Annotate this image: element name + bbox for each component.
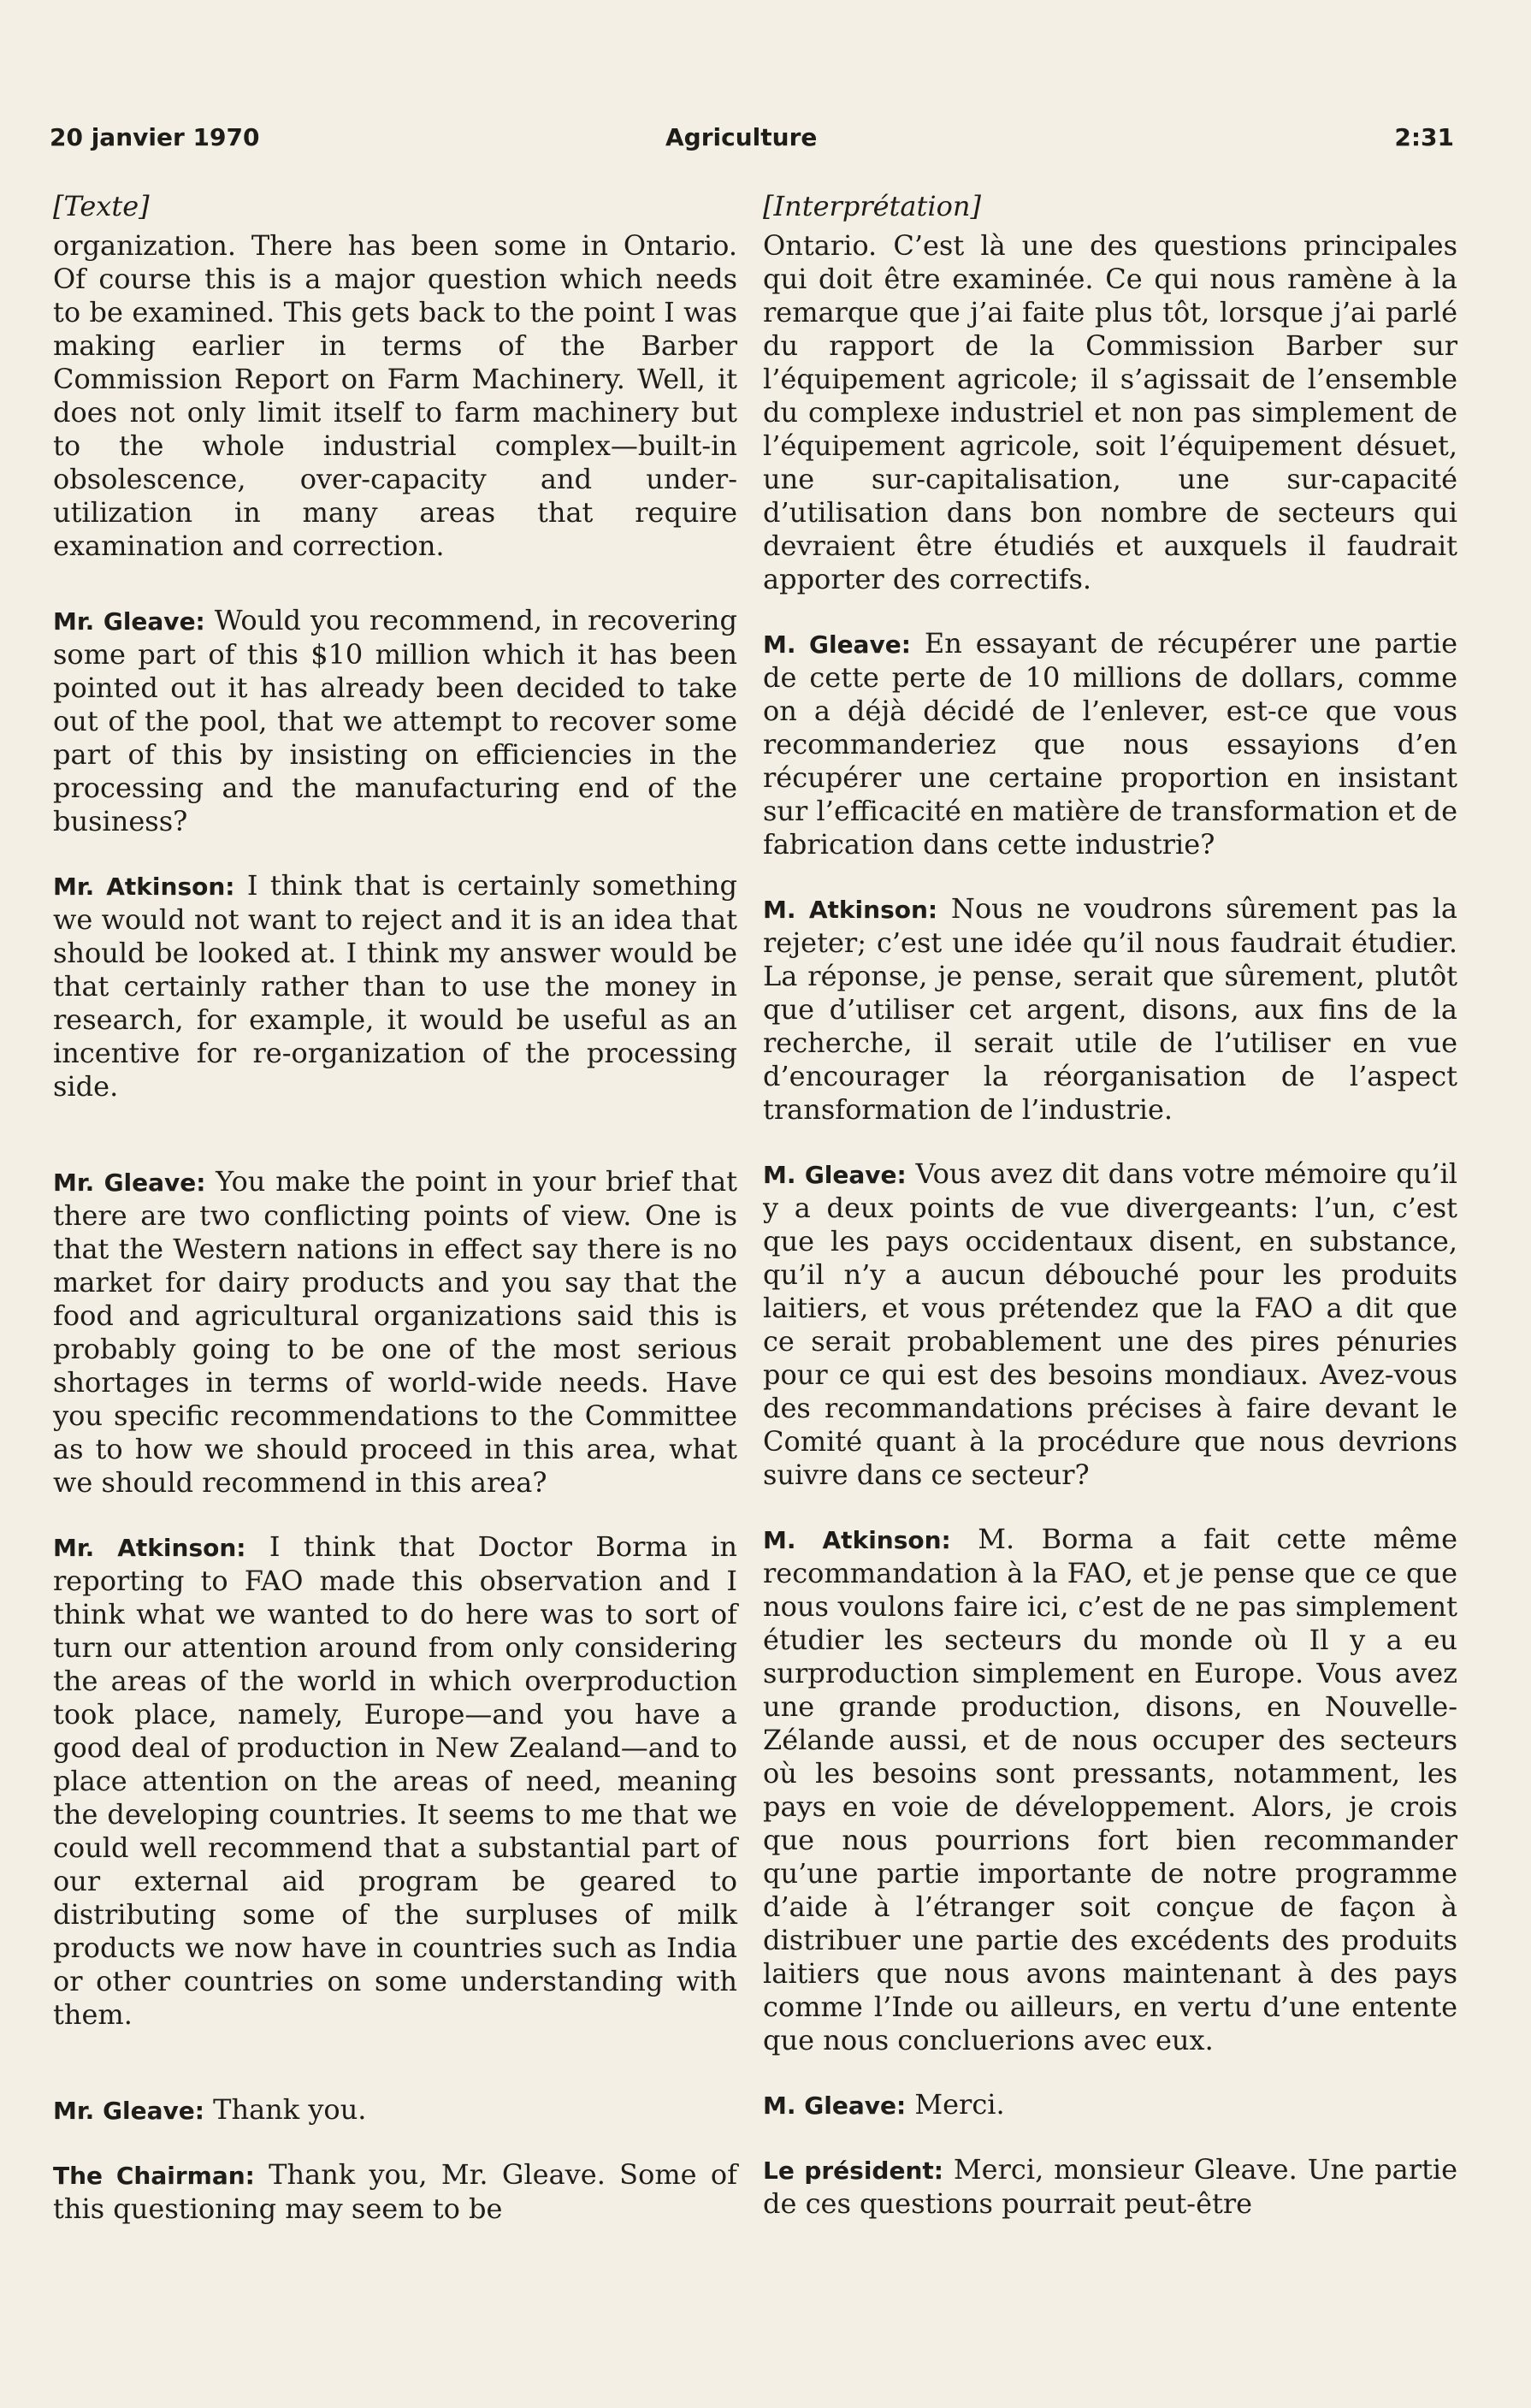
paragraph-text: Merci. [914, 2088, 1005, 2121]
speaker-name: Mr. Gleave: [53, 2097, 204, 2125]
speaker-name: M. Gleave: [763, 630, 911, 659]
header-page-number: 2:31 [1394, 123, 1454, 151]
paragraph [53, 604, 737, 838]
speaker-name: Mr. Gleave: [53, 607, 205, 636]
speaker-name: M. Gleave: [763, 2091, 907, 2120]
paragraph-text: M. Borma a fait cette même recommandation à la FAO, et je pense que ce que nous voulons faire ici, c’est de ne pas simplement étudier les secteurs du monde où Il y a eu surproduction simplement en Europe. Vous avez une grande production, disons, en Nouvelle-Zélande aussi, et de nous occuper des secteurs où les besoins sont pressants, notamment, les pays en voie de développement. Alors, je crois que nous pourrions fort bien recommander qu’une partie importante de notre programme d’aide à l’étranger soit conçue de façon à distribuer une partie des excédents des produits laitiers que nous avons maintenant à des pays comme l’Inde ou ailleurs, en vertu d’une entente que nous concluerions avec eux. [763, 1523, 1457, 2056]
paragraph-text: I think that Doctor Borma in reporting to FAO made this observation and I think what we wanted to do here was to sort of turn our attention around from only considering the areas of the world in which overproduction took place, namely, Europe—and you have a good deal of production in New Zealand—and to place attention on the areas of need, meaning the developing countries. It seems to me that we could well recommend that a substantial part of our external aid program be geared to distributing some of the surpluses of milk products we now have in countries such as India or other countries on some understanding with them. [53, 1530, 738, 2031]
paragraph [763, 2088, 1457, 2122]
paragraph-text: Merci, monsieur Gleave. Une partie de ces questions pourrait peut-être [763, 2153, 1458, 2220]
paragraph-text: I think that is certainly something we would not want to reject and it is an idea that should be looked at. I think my answer would be that certainly rather than to use the money in research, for example, it would be useful as an incentive for re-organization of the processing side. [53, 869, 738, 1103]
english-column [53, 190, 737, 2226]
paragraph [53, 869, 737, 1103]
speaker-name: Mr. Atkinson: [53, 873, 235, 901]
paragraph [53, 229, 737, 563]
paragraph [763, 2153, 1457, 2221]
header-date: 20 janvier 1970 [50, 123, 260, 151]
french-column [763, 190, 1457, 2221]
paragraph [53, 1165, 737, 1500]
column-label-text: [Texte] [53, 190, 150, 222]
speaker-name: The Chairman: [53, 2162, 255, 2190]
paragraph-text: organization. There has been some in Ontario. Of course this is a major question which needs to be examined. This gets back to the point I was making earlier in terms of the Barber Commission Report on Farm Machinery. Well, it does not only limit itself to farm machinery but to the whole industrial complex—built-in obsolescence, over-capacity and under-utilization in many areas that require examination and correction. [53, 229, 737, 562]
speaker-name: Mr. Gleave: [53, 1169, 206, 1197]
speaker-name: M. Gleave: [763, 1161, 907, 1189]
paragraph [763, 892, 1457, 1127]
header-title: Agriculture [665, 123, 818, 151]
speaker-name: Le président: [763, 2157, 943, 2185]
paragraph-text: En essayant de récupérer une partie de cette perte de 10 millions de dollars, comme on a déjà décidé de l’enlever, est-ce que vous recommanderiez que nous essayions d’en récupérer une certaine proportion en insistant sur l’efficacité en matière de transformation et de fabrication dans cette industrie? [763, 627, 1458, 861]
paragraph-text: Vous avez dit dans votre mémoire qu’il y a deux points de vue divergeants: l’un, c’est que les pays occidentaux disent, en substance, qu’il n’y a aucun débouché pour les produits laitiers, et vous prétendez que la FAO a dit que ce serait probablement une des pires pénuries pour ce qui est des besoins mondiaux. Avez-vous des recommandations précises à faire devant le Comité quant à la procédure que nous devrions suivre dans ce secteur? [763, 1157, 1458, 1491]
paragraph [763, 627, 1457, 861]
paragraph [53, 2093, 737, 2127]
paragraph-text: You make the point in your brief that there are two conflicting points of view. One is that the Western nations in effect say there is no market for dairy products and you say that the food and agricultural organizations said this is probably going to be one of the most serious shortages in terms of world-wide needs. Have you specific recommendations to the Committee as to how we should proceed in this area, what we should recommend in this area? [53, 1165, 738, 1499]
column-label-interpretation: [Interprétation] [763, 190, 981, 222]
paragraph-text: Nous ne voudrons sûrement pas la rejeter; c’est une idée qu’il nous faudrait étudier. La réponse, je pense, serait que sûrement, plutôt que d’utiliser cet argent, disons, aux fins de la recherche, il serait utile de l’utiliser en vue d’encourager la réorganisation de l’aspect transformation de l’industrie. [763, 892, 1458, 1126]
paragraph [763, 1523, 1457, 2057]
paragraph [53, 1530, 737, 2032]
paragraph-text: Thank you, Mr. Gleave. Some of this questioning may seem to be [53, 2158, 738, 2225]
speaker-name: M. Atkinson: [763, 1526, 951, 1554]
paragraph [763, 1157, 1457, 1492]
paragraph-text: Thank you. [213, 2093, 367, 2126]
paragraph [763, 229, 1457, 596]
paragraph-text: Ontario. C’est là une des questions principales qui doit être examinée. Ce qui nous ramène à la remarque que j’ai faite plus tôt, lorsque j’ai parlé du rapport de la Commission Barber sur l’équipement agricole; il s’agissait de l’ensemble du complexe industriel et non pas simplement de l’équipement agricole, soit l’équipement désuet, une sur-capitalisation, une sur-capacité d’utilisation dans bon nombre de secteurs qui devraient être étudiés et auxquels il faudrait apporter des correctifs. [763, 229, 1457, 595]
speaker-name: Mr. Atkinson: [53, 1534, 246, 1562]
page-header [50, 118, 1454, 161]
paragraph [53, 2158, 737, 2226]
speaker-name: M. Atkinson: [763, 896, 938, 924]
paragraph-text: Would you recommend, in recovering some part of this $10 million which it has been pointed out it has already been decided to take out of the pool, that we attempt to recover some part of this by insisting on efficiencies in the processing and the manufacturing end of the business? [53, 604, 737, 837]
